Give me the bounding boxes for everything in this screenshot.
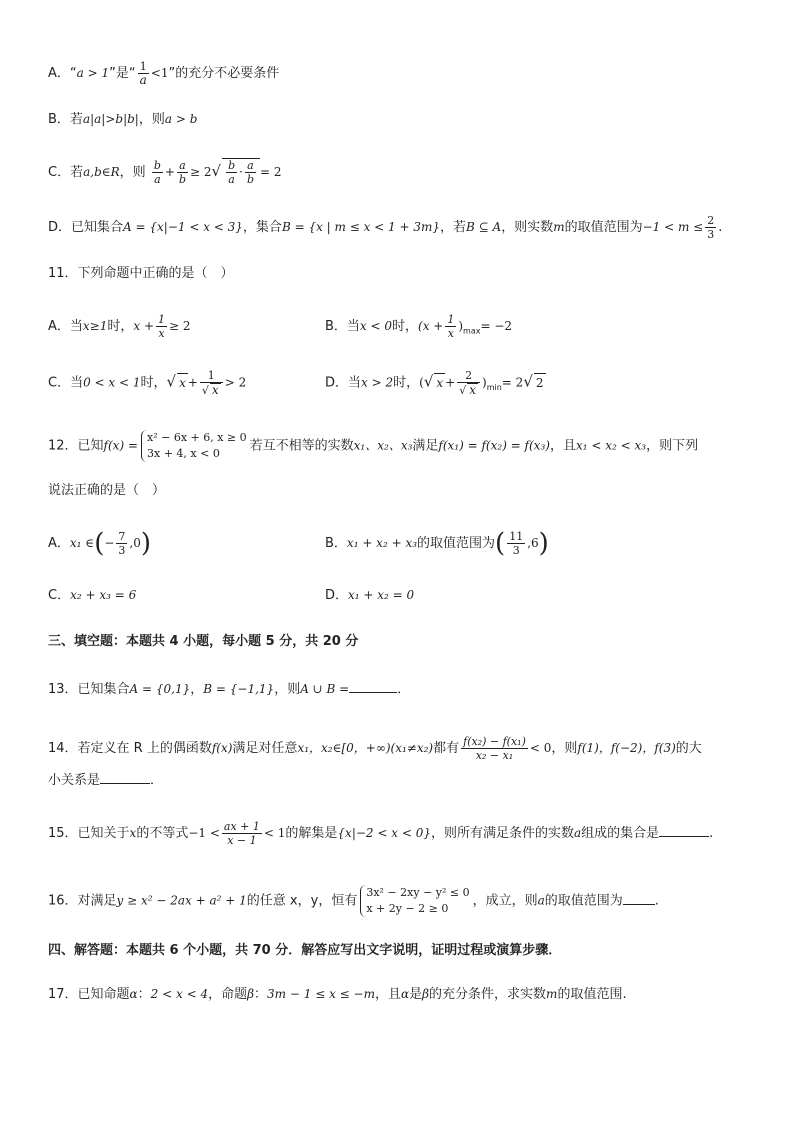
denominator: [200, 383, 223, 397]
numerator: 1: [200, 369, 223, 383]
math: x₁ + x₂ + x₃: [346, 536, 418, 550]
answer-blank[interactable]: [349, 680, 397, 693]
text: 若互不相等的实数: [249, 438, 354, 454]
radicand: x: [177, 373, 188, 392]
text: 都有: [433, 741, 460, 756]
math: A = {0,1}: [129, 682, 191, 696]
math: f(x): [211, 741, 233, 755]
text: ，且: [549, 438, 576, 454]
text: 若: [69, 112, 83, 127]
math: f(1)，f(−2)，f(3): [577, 741, 676, 755]
text: 的解集是: [285, 826, 338, 841]
q10-option-b: [48, 110, 197, 129]
q11-option-d: [325, 369, 546, 397]
text: 的充分条件，求实数: [429, 987, 547, 1002]
math: ·: [239, 165, 243, 179]
q11-option-a: [48, 313, 191, 340]
case-1: 3x² − 2xy − y² ≤ 0: [366, 886, 470, 899]
q12-option-c: [48, 586, 136, 605]
option-label: D．: [325, 588, 349, 603]
answer-blank[interactable]: [659, 824, 709, 837]
math: 0 < x < 1: [83, 375, 141, 390]
q10-option-c: [48, 158, 282, 186]
text: .: [718, 220, 723, 235]
math: = 2: [501, 375, 524, 390]
q10-option-d: [48, 214, 722, 241]
text: 的取值范围为: [564, 220, 643, 235]
numerator: 1: [158, 313, 166, 326]
math: −1 < m ≤: [642, 220, 704, 234]
math: β: [422, 987, 430, 1001]
numerator: a: [177, 159, 188, 173]
fraction: [226, 159, 237, 186]
text: 时，: [392, 319, 419, 334]
denominator: b: [246, 173, 254, 186]
denominator: 3: [707, 228, 715, 241]
text: ，则实数: [501, 220, 554, 235]
q13: [48, 680, 410, 699]
q10-option-a: [48, 60, 279, 87]
math: 2 < x < 4: [150, 987, 209, 1001]
math: β: [247, 987, 255, 1001]
text: 13．已知集合: [48, 682, 130, 697]
paren-close: ): [538, 528, 549, 559]
q12-stem-line2: 说法正确的是（ ）: [48, 483, 166, 498]
math: A ∪ B =: [300, 682, 350, 696]
text: ，若: [440, 220, 467, 235]
math: B = {x | m ≤ x < 1 + 3m}: [281, 220, 440, 234]
q16: [48, 885, 659, 917]
math: < 1: [263, 826, 286, 840]
text: 是: [409, 987, 423, 1002]
denominator: a: [139, 73, 147, 87]
option-label: B．: [48, 112, 70, 127]
math: y ≥ x² − 2ax + a² + 1: [116, 893, 247, 908]
text: ，: [190, 682, 204, 697]
radicand: x: [469, 383, 477, 397]
piecewise-brace: [141, 430, 247, 462]
math: a,b∈R: [83, 165, 120, 179]
option-label: C．: [48, 588, 71, 603]
q12-option-d: [325, 586, 414, 605]
paren-open: (: [495, 528, 506, 559]
answer-blank[interactable]: [623, 892, 655, 905]
fraction: [457, 369, 480, 397]
math: f(x₁) = f(x₂) = f(x₃): [438, 438, 550, 453]
radicand: [222, 158, 260, 186]
q12-option-a: [48, 530, 151, 557]
text: ，成立，则: [472, 893, 538, 909]
math: ,0: [129, 536, 141, 550]
q12-stem: [48, 430, 698, 462]
text: ，则: [119, 165, 146, 180]
option-label: D．当: [325, 375, 362, 391]
math: x₁ ∈: [69, 536, 95, 550]
math: x₂ + x₃ = 6: [70, 588, 137, 602]
math: −: [104, 536, 115, 550]
denominator: 3: [118, 544, 126, 557]
text: ，则下列: [646, 438, 699, 454]
fraction: [156, 313, 167, 340]
math: (x +: [418, 319, 444, 333]
math: −1 <: [188, 826, 220, 840]
math: α: [400, 987, 410, 1001]
math: x > 2: [361, 375, 394, 390]
math: ,6: [527, 536, 539, 550]
text: 时，: [107, 319, 134, 334]
math: x₁，x₂∈[0，+∞)(x₁≠x₂): [297, 741, 434, 755]
math: ): [458, 319, 464, 333]
math: x₁、x₂、x₃: [353, 438, 413, 453]
text: ，则: [551, 741, 578, 756]
option-label: A．: [48, 66, 70, 81]
paren-open: (: [94, 528, 105, 559]
text: ，集合: [242, 220, 282, 235]
math: ): [482, 375, 487, 390]
section-4-heading: 四、解答题：本题共 6 个小题，共 70 分．解答应写出文字说明，证明过程或演算步骤．: [48, 943, 562, 958]
fraction: [222, 820, 262, 847]
denominator: 3: [512, 544, 520, 557]
numerator: 11: [509, 530, 524, 543]
text: ．: [150, 773, 164, 788]
radical-sign: √: [211, 162, 222, 180]
radicand: x: [211, 383, 219, 397]
radicand: x: [434, 373, 445, 392]
text: 12．已知: [48, 438, 104, 454]
math: A = {x|−1 < x < 3}: [123, 220, 243, 234]
math: x: [129, 826, 137, 840]
numerator: a: [245, 159, 256, 173]
fraction: [705, 214, 716, 241]
math: B = {−1,1}: [203, 682, 275, 696]
system-brace: [360, 885, 469, 917]
denominator: x: [158, 327, 165, 340]
text: ：: [137, 987, 151, 1002]
q11-stem: 11．下列命题中正确的是（ ）: [48, 266, 234, 281]
math: {x|−2 < x < 0}: [337, 826, 431, 840]
numerator: 2: [457, 369, 480, 383]
option-label: D．: [48, 220, 72, 235]
math: a > b: [164, 112, 198, 126]
numerator: ax + 1: [223, 820, 260, 833]
text: 满足对任意: [232, 741, 298, 756]
text: ，则: [138, 112, 165, 127]
radical-sign: √: [166, 372, 177, 391]
denominator: a: [154, 173, 161, 186]
math: x +: [133, 319, 155, 333]
math: = −2: [480, 319, 513, 333]
denominator: x − 1: [227, 834, 257, 847]
q11-option-b: [325, 313, 512, 341]
math: +: [164, 165, 175, 179]
radical-sign: √: [459, 384, 467, 397]
math: ≥ 2: [169, 319, 191, 333]
radical-sign: √: [423, 372, 434, 391]
text: 时，: [393, 375, 420, 391]
math: x < 0: [359, 319, 393, 333]
option-label: B．: [325, 536, 347, 551]
fraction: [177, 159, 188, 186]
fraction: [116, 530, 127, 557]
math: <1: [150, 66, 169, 80]
math: +: [187, 375, 198, 390]
text: ．: [397, 682, 411, 697]
math: < 0: [529, 741, 552, 755]
denominator: a: [228, 173, 235, 186]
math: m: [553, 220, 565, 234]
text: ”是“: [109, 66, 136, 81]
numerator: 1: [447, 313, 455, 326]
text: 若: [70, 165, 84, 180]
radicand: 2: [534, 373, 546, 392]
math: > 2: [224, 375, 247, 390]
case-2: 3x + 4, x < 0: [147, 447, 220, 460]
math: ≥ 2: [189, 165, 212, 179]
text: ：: [254, 987, 268, 1002]
subscript: min: [486, 383, 502, 393]
fraction: [461, 735, 528, 762]
radical-sign: √: [523, 372, 533, 391]
option-label: B．当: [325, 319, 360, 334]
math: 3m − 1 ≤ x ≤ −m: [267, 987, 375, 1001]
math: +: [445, 375, 456, 390]
math: a: [537, 893, 545, 908]
text: 满足: [412, 438, 439, 454]
option-label: A．当: [48, 319, 83, 334]
subscript: max: [463, 326, 481, 336]
math: x₁ < x₂ < x₃: [575, 438, 647, 453]
denominator: b: [178, 173, 186, 186]
math: (: [419, 375, 424, 390]
text: 17．已知命题: [48, 987, 130, 1002]
denominator: x₂ − x₁: [475, 749, 514, 762]
q17: [48, 985, 627, 1004]
numerator: 2: [707, 214, 715, 227]
case-2: x + 2y − 2 ≥ 0: [366, 902, 449, 915]
text: ，则: [274, 682, 301, 697]
text: ，则所有满足条件的实数: [430, 826, 574, 841]
option-label: A．: [48, 536, 70, 551]
option-label: C．: [48, 165, 71, 180]
text: 16．对满足: [48, 893, 117, 909]
text: 15．已知关于: [48, 826, 130, 841]
q12-option-b: [325, 530, 549, 557]
fraction: [445, 313, 456, 340]
text: 小关系是: [48, 773, 101, 788]
math: a|a|>b|b|: [82, 112, 139, 126]
text: ”的充分不必要条件: [168, 66, 280, 81]
section-3-heading: 三、填空题：本题共 4 小题，每小题 5 分，共 20 分: [48, 634, 359, 649]
text: 时，: [140, 375, 167, 391]
numerator: b: [228, 159, 236, 172]
text: “: [69, 66, 77, 81]
fraction: [152, 159, 163, 186]
case-1: x² − 6x + 6, x ≥ 0: [147, 431, 247, 444]
fraction: [507, 530, 525, 557]
answer-blank[interactable]: [100, 771, 150, 784]
option-label: C．当: [48, 375, 84, 391]
math: a: [573, 826, 582, 840]
text: 的大: [675, 741, 702, 756]
math: a > 1: [76, 66, 110, 80]
numerator: f(x₂) − f(x₁): [463, 735, 526, 748]
q14: [48, 735, 702, 762]
denominator: [457, 383, 480, 397]
text: 的不等式: [136, 826, 189, 841]
text: .: [654, 893, 659, 909]
math: B ⊆ A: [466, 220, 502, 234]
numerator: 7: [118, 530, 126, 543]
q11-option-c: [48, 369, 246, 397]
text: ，且: [374, 987, 401, 1002]
fraction: [200, 369, 223, 397]
numerator: 1: [138, 60, 149, 74]
q15: [48, 820, 713, 847]
math: m: [546, 987, 558, 1001]
math: x≥1: [82, 319, 108, 333]
math: x₁ + x₂ = 0: [348, 588, 415, 602]
math: = 2: [259, 165, 282, 179]
text: 的取值范围.: [557, 987, 627, 1002]
text: 的任意 x，y，恒有: [246, 893, 358, 909]
q14-line2: [48, 771, 163, 790]
text: .: [709, 826, 714, 841]
text: 已知集合: [71, 220, 124, 235]
text: 的取值范围为: [417, 536, 496, 551]
math: f(x) =: [103, 438, 138, 453]
fraction: [138, 60, 149, 87]
paren-close: ): [140, 528, 152, 559]
text: ，命题: [208, 987, 248, 1002]
fraction: [245, 159, 256, 186]
text: 14．若定义在 R 上的偶函数: [48, 741, 212, 756]
denominator: x: [447, 327, 454, 340]
numerator: b: [153, 159, 161, 172]
text: 组成的集合是: [581, 826, 660, 841]
text: 的取值范围为: [544, 893, 623, 909]
radical-sign: √: [201, 384, 209, 397]
math: α: [129, 987, 138, 1001]
